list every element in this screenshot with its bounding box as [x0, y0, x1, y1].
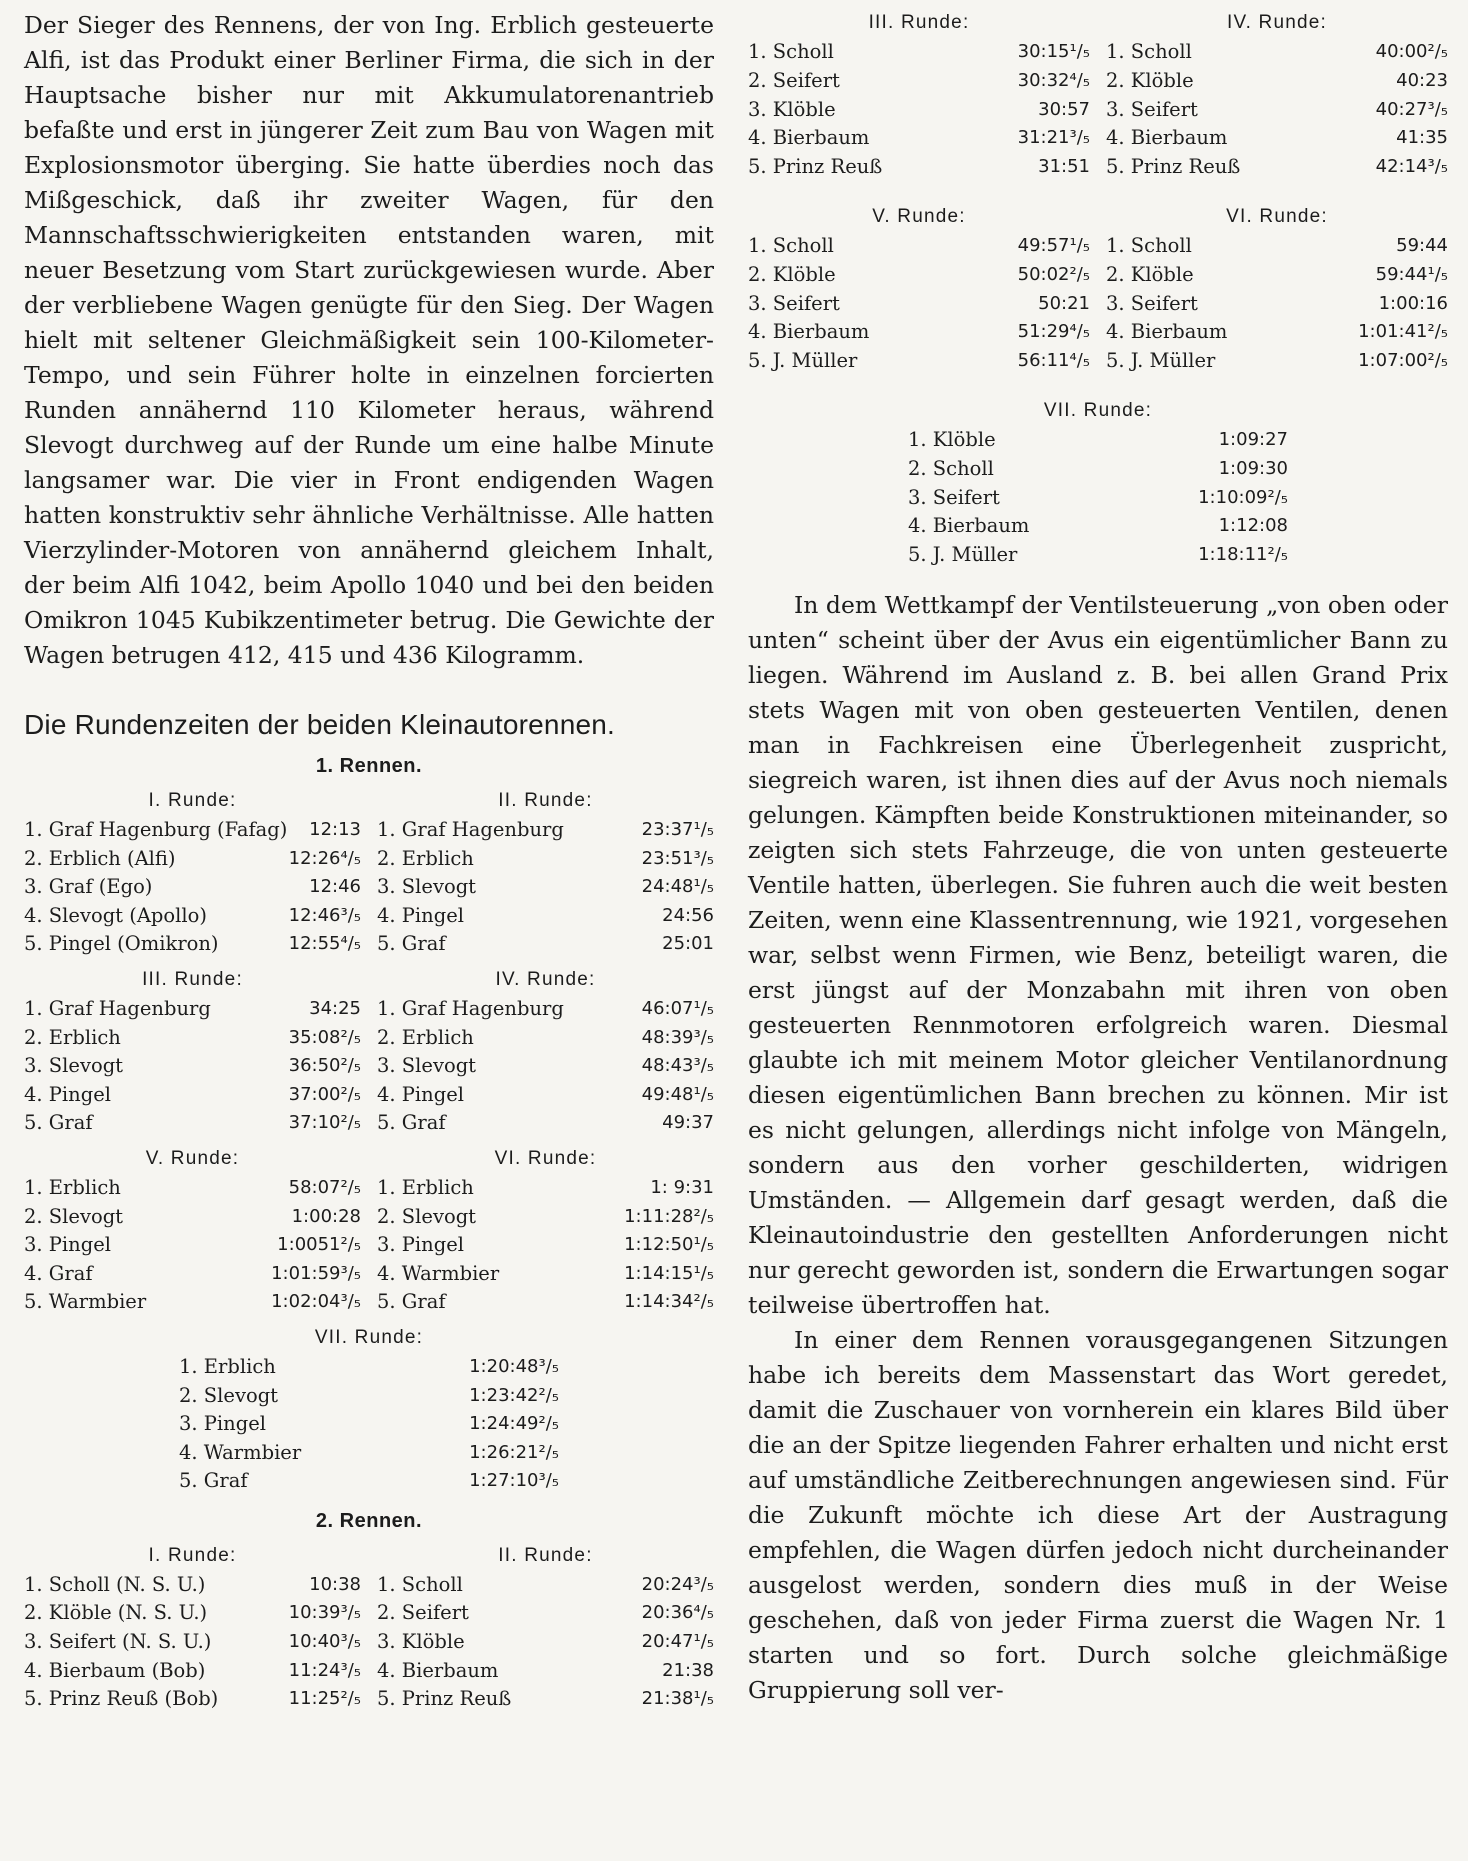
round-result-row	[377, 1685, 714, 1714]
driver-name: 4. Slevogt (Apollo)	[24, 903, 207, 927]
driver-name: 5. J. Müller	[908, 543, 1018, 567]
round-result-row	[377, 1109, 714, 1138]
round-result-row	[1106, 153, 1448, 182]
lap-time: 1:27:10³/₅	[469, 1470, 559, 1492]
lap-time: 1:00:16	[1378, 292, 1448, 314]
lap-time: 37:00²/₅	[288, 1083, 361, 1105]
round-result-row	[377, 1052, 714, 1081]
round-table	[24, 1144, 361, 1317]
driver-name: 4. Bierbaum	[377, 1658, 499, 1682]
lap-time: 1:09:30	[1218, 457, 1288, 479]
round-result-row	[1106, 347, 1448, 376]
intro-paragraph: Der Sieger des Rennens, der von Ing. Erblich gesteuerte Alfi, ist das Produkt einer Berliner Firma, die sich in der Hauptsache bisher nur mit Akkumulatorenantrieb befaßte und erst in jüngerer Zeit zum Bau von Wagen mit Explosionsmotor überging. Sie hatte überdies noch das Mißgeschick, daß ihr zweiter Wagen, für den Mannschaftsschwierigkeiten entstanden waren, mit neuer Besetzung vom Start zurückgewiesen wurde. Aber der verbliebene Wagen genügte für den Sieg. Der Wagen hielt mit seltener Gleichmäßigkeit sein 100-Kilometer-Tempo, und sein Führer holte in einzelnen forcierten Runden annähernd 110 Kilometer heraus, während Slevogt durchweg auf der Runde um eine halbe Minute langsamer war. Die vier in Front endigenden Wagen hatten konstruktiv sehr ähnliche Verhältnisse. Alle hatten Vierzylinder-Motoren von annähernd gleichem Inhalt, der beim Alfi 1042, beim Apollo 1040 und bei den beiden Omikron 1045 Kubikzentimeter betrug. Die Gewichte der Wagen betrugen 412, 415 und 436 Kilogramm.	[24, 11, 714, 669]
round-result-row	[748, 347, 1090, 376]
lap-time: 10:39³/₅	[288, 1602, 361, 1624]
round-result-row	[24, 1657, 361, 1686]
round-result-row	[377, 1174, 714, 1203]
lap-time: 30:15¹/₅	[1017, 41, 1090, 62]
race-1-title: 1. Rennen.	[315, 755, 423, 777]
round-result-row	[1106, 67, 1448, 96]
round-title: VII. Runde:	[1043, 399, 1153, 421]
round-result-row	[908, 541, 1288, 570]
section-title: Die Rundenzeiten der beiden Kleinautorennen.	[24, 709, 616, 740]
round-table	[24, 965, 361, 1138]
round-result-row	[377, 930, 714, 959]
driver-name: 5. J. Müller	[1106, 349, 1216, 373]
lap-time: 58:07²/₅	[288, 1176, 361, 1198]
lap-time: 12:13	[309, 819, 361, 840]
round-result-row	[24, 1685, 361, 1714]
round-result-row	[748, 96, 1090, 125]
driver-name: 5. Prinz Reuß (Bob)	[24, 1687, 219, 1711]
lap-time: 41:35	[1396, 127, 1448, 149]
round-result-row	[24, 1203, 361, 1232]
driver-name: 1. Scholl	[748, 40, 834, 63]
driver-name: 2. Erblich	[377, 846, 474, 870]
lap-time: 12:46	[309, 876, 361, 898]
driver-name: 1. Graf Hagenburg (Fafag)	[24, 818, 288, 841]
lap-time: 21:38	[662, 1659, 714, 1681]
lap-time: 49:48¹/₅	[641, 1083, 714, 1105]
round-title: III. Runde:	[868, 12, 970, 33]
round-table	[748, 8, 1090, 182]
driver-name: 1. Scholl	[748, 233, 834, 257]
driver-name: 3. Slevogt	[377, 875, 477, 899]
driver-name: 3. Pingel	[24, 1233, 111, 1257]
driver-name: 4. Bierbaum	[1106, 320, 1228, 344]
round-result-row	[377, 845, 714, 874]
round-result-row	[377, 995, 714, 1024]
spacer	[748, 570, 1448, 588]
lap-time: 12:46³/₅	[288, 904, 361, 926]
round-result-row	[24, 1052, 361, 1081]
round-result-row	[24, 1024, 361, 1053]
driver-name: 2. Klöble	[1106, 68, 1194, 92]
driver-name: 4. Pingel	[377, 1082, 464, 1106]
driver-name: 4. Pingel	[24, 1082, 111, 1106]
round-result-row	[24, 1599, 361, 1628]
round-table	[179, 1323, 559, 1496]
driver-name: 2. Seifert	[377, 1601, 469, 1625]
round-result-row	[1106, 38, 1448, 67]
lap-time: 36:50²/₅	[288, 1055, 361, 1077]
lap-time: 50:02²/₅	[1017, 263, 1090, 285]
lap-time: 23:51³/₅	[641, 847, 714, 869]
driver-name: 3. Seifert	[748, 291, 840, 315]
lap-time: 11:24³/₅	[288, 1659, 361, 1681]
round-result-row	[377, 1657, 714, 1686]
lap-time: 31:21³/₅	[1017, 127, 1090, 149]
driver-name: 4. Bierbaum	[748, 320, 870, 344]
lap-time: 46:07¹/₅	[641, 997, 714, 1019]
paragraph-massenstart: In einer dem Rennen vorausgegangenen Sitzungen habe ich bereits dem Massenstart das Wort geredet, damit die Zuschauer von vornherein ein klares Bild über die an der Spitze liegenden Fahrer erhalten und nicht erst auf umständliche Zeitberechnungen angewiesen sind. Für die Zukunft möchte ich diese Art der Austragung empfehlen, die Wagen dürfen jedoch nicht durcheinander ausgelost werden, sondern dies muß in der Weise geschehen, daß von jeder Firma zuerst die Wagen Nr. 1 starten und so fort. Durch solche gleichmäßige Gruppierung soll ver-	[748, 1325, 1448, 1704]
lap-time: 25:01	[662, 933, 714, 955]
lap-time: 37:10²/₅	[288, 1112, 361, 1134]
lap-time: 1:14:15¹/₅	[624, 1262, 714, 1284]
driver-name: 5. Graf	[179, 1469, 248, 1493]
driver-name: 2. Klöble (N. S. U.)	[24, 1601, 208, 1625]
lap-time: 30:32⁴/₅	[1017, 69, 1090, 91]
driver-name: 2. Erblich	[24, 1025, 121, 1049]
round-result-row	[748, 124, 1090, 153]
lap-time: 40:00²/₅	[1375, 41, 1448, 62]
lap-time: 21:38¹/₅	[641, 1688, 714, 1710]
round-table	[377, 1144, 714, 1317]
lap-time: 50:21	[1038, 292, 1090, 314]
driver-name: 5. Graf	[24, 1111, 93, 1135]
round-result-row	[377, 1024, 714, 1053]
lap-time: 1:00:28	[291, 1205, 361, 1227]
driver-name: 5. Prinz Reuß	[1106, 155, 1241, 179]
driver-name: 1. Scholl	[377, 1572, 463, 1596]
lap-time: 12:26⁴/₅	[288, 847, 361, 869]
round-result-row	[908, 455, 1288, 484]
driver-name: 3. Pingel	[179, 1412, 266, 1436]
driver-name: 2. Slevogt	[24, 1204, 124, 1228]
driver-name: 2. Klöble	[1106, 262, 1194, 286]
driver-name: 1. Graf Hagenburg	[24, 996, 211, 1020]
lap-time: 34:25	[309, 997, 361, 1019]
driver-name: 1. Graf Hagenburg	[377, 996, 564, 1020]
driver-name: 2. Klöble	[748, 262, 836, 286]
round-result-row	[377, 1260, 714, 1289]
lap-time: 1:26:21²/₅	[469, 1441, 559, 1463]
round-result-row	[748, 318, 1090, 347]
driver-name: 4. Pingel	[377, 903, 464, 927]
round-result-row	[1106, 290, 1448, 319]
round-result-row	[1106, 124, 1448, 153]
lap-time: 1:01:59³/₅	[271, 1262, 361, 1284]
round-title: II. Runde:	[498, 790, 593, 811]
round-title: I. Runde:	[148, 790, 237, 811]
round-result-row	[179, 1382, 559, 1411]
round-result-row	[24, 845, 361, 874]
lap-time: 1:10:09²/₅	[1198, 486, 1288, 508]
round-result-row	[377, 902, 714, 931]
lap-time: 35:08²/₅	[288, 1026, 361, 1048]
lap-time: 49:37	[662, 1112, 714, 1134]
lap-time: 1:09:27	[1218, 428, 1288, 450]
lap-time: 1:12:50¹/₅	[624, 1234, 714, 1256]
lap-time: 59:44	[1396, 234, 1448, 256]
round-result-row	[179, 1467, 559, 1496]
driver-name: 4. Graf	[24, 1261, 93, 1285]
round-table	[1106, 8, 1448, 182]
right-column	[748, 8, 1448, 1708]
driver-name: 2. Erblich	[377, 1025, 474, 1049]
round-result-row	[377, 1599, 714, 1628]
lap-time: 31:51	[1038, 156, 1090, 178]
lap-time: 1:01:41²/₅	[1358, 321, 1448, 343]
round-result-row	[748, 67, 1090, 96]
round-result-row	[24, 902, 361, 931]
driver-name: 3. Seifert (N. S. U.)	[24, 1630, 212, 1654]
lap-time: 48:39³/₅	[641, 1026, 714, 1048]
round-table	[24, 1541, 361, 1714]
round-result-row	[377, 1628, 714, 1657]
driver-name: 3. Seifert	[1106, 97, 1198, 121]
round-table	[748, 202, 1090, 376]
lap-time: 40:23	[1396, 69, 1448, 91]
lap-time: 1:02:04³/₅	[271, 1291, 361, 1313]
round-table	[1106, 202, 1448, 376]
lap-time: 1:23:42²/₅	[469, 1384, 559, 1406]
round-result-row	[377, 816, 714, 845]
round-result-row	[24, 1109, 361, 1138]
driver-name: 2. Slevogt	[179, 1383, 279, 1407]
round-result-row	[1106, 318, 1448, 347]
driver-name: 4. Bierbaum	[748, 126, 870, 150]
lap-time: 20:47¹/₅	[641, 1631, 714, 1653]
round-result-row	[24, 873, 361, 902]
driver-name: 5. Graf	[377, 1111, 446, 1135]
round-result-row	[377, 1081, 714, 1110]
lap-time: 1: 9:31	[650, 1176, 714, 1198]
round-title: III. Runde:	[142, 968, 243, 990]
lap-time: 1:20:48³/₅	[469, 1355, 559, 1377]
round-result-row	[377, 1231, 714, 1260]
lap-time: 56:11⁴/₅	[1017, 350, 1090, 372]
lap-time: 40:27³/₅	[1375, 98, 1448, 120]
round-table	[377, 1541, 714, 1714]
round-result-row	[179, 1439, 559, 1468]
driver-name: 4. Warmbier	[377, 1261, 500, 1285]
driver-name: 5. Pingel (Omikron)	[24, 932, 219, 956]
lap-time: 1:24:49²/₅	[469, 1413, 559, 1435]
driver-name: 2. Seifert	[748, 68, 840, 92]
driver-name: 1. Scholl	[1106, 40, 1192, 63]
lap-time: 49:57¹/₅	[1017, 234, 1090, 256]
driver-name: 4. Bierbaum	[908, 514, 1030, 538]
lap-time: 59:44¹/₅	[1375, 263, 1448, 285]
lap-time: 48:43³/₅	[641, 1055, 714, 1077]
driver-name: 4. Bierbaum (Bob)	[24, 1658, 206, 1682]
round-result-row	[24, 995, 361, 1024]
round-result-row	[377, 1571, 714, 1600]
round-table	[24, 786, 361, 959]
round-result-row	[179, 1353, 559, 1382]
race-2-rounds-left	[24, 1541, 714, 1714]
round-title: VI. Runde:	[1226, 205, 1328, 227]
lap-time: 10:40³/₅	[288, 1631, 361, 1653]
round-title: II. Runde:	[498, 1544, 593, 1566]
driver-name: 1. Erblich	[179, 1354, 276, 1378]
lap-time: 23:37¹/₅	[641, 819, 714, 840]
round-result-row	[908, 512, 1288, 541]
round-table	[377, 786, 714, 959]
driver-name: 1. Erblich	[377, 1175, 474, 1199]
round-result-row	[24, 1288, 361, 1317]
driver-name: 5. Warmbier	[24, 1290, 147, 1314]
lap-time: 1:11:28²/₅	[624, 1205, 714, 1227]
driver-name: 5. Graf	[377, 1290, 446, 1314]
driver-name: 1. Klöble	[908, 427, 996, 451]
round-table	[377, 965, 714, 1138]
driver-name: 1. Graf Hagenburg	[377, 818, 564, 841]
driver-name: 1. Scholl	[1106, 233, 1192, 257]
lap-time: 30:57	[1038, 98, 1090, 120]
round-result-row	[24, 930, 361, 959]
driver-name: 4. Warmbier	[179, 1440, 302, 1464]
driver-name: 5. Prinz Reuß	[748, 155, 883, 179]
driver-name: 2. Slevogt	[377, 1204, 477, 1228]
lap-time: 10:38	[309, 1573, 361, 1595]
driver-name: 5. Prinz Reuß	[377, 1687, 512, 1711]
driver-name: 5. J. Müller	[748, 349, 858, 373]
round-title: V. Runde:	[145, 1147, 240, 1169]
round-result-row	[24, 1081, 361, 1110]
left-column	[24, 8, 714, 1714]
driver-name: 3. Graf (Ego)	[24, 875, 153, 899]
round-result-row	[24, 1260, 361, 1289]
round-title: VI. Runde:	[494, 1147, 597, 1169]
round-title: I. Runde:	[148, 1544, 237, 1566]
driver-name: 2. Scholl	[908, 456, 994, 480]
race-2-title: 2. Rennen.	[315, 1509, 423, 1532]
lap-time: 24:48¹/₅	[641, 876, 714, 898]
round-title: IV. Runde:	[495, 968, 596, 990]
driver-name: 3. Pingel	[377, 1233, 464, 1257]
lap-time: 42:14³/₅	[1375, 156, 1448, 178]
lap-time: 1:14:34²/₅	[624, 1291, 714, 1313]
driver-name: 3. Klöble	[377, 1630, 465, 1654]
round-result-row	[377, 1203, 714, 1232]
race-2-rounds-right	[748, 8, 1448, 570]
round-result-row	[179, 1410, 559, 1439]
race-1-rounds	[24, 786, 714, 1496]
round-table	[908, 396, 1288, 570]
driver-name: 3. Slevogt	[377, 1054, 477, 1078]
round-result-row	[377, 1288, 714, 1317]
lap-time: 20:36⁴/₅	[641, 1602, 714, 1624]
round-result-row	[24, 1174, 361, 1203]
lap-time: 51:29⁴/₅	[1017, 321, 1090, 343]
round-result-row	[908, 426, 1288, 455]
lap-time: 1:0051²/₅	[277, 1234, 361, 1256]
lap-time: 12:55⁴/₅	[288, 933, 361, 955]
round-title: V. Runde:	[872, 205, 966, 227]
round-result-row	[908, 484, 1288, 513]
driver-name: 3. Seifert	[1106, 291, 1198, 315]
round-result-row	[24, 1231, 361, 1260]
lap-time: 1:18:11²/₅	[1198, 544, 1288, 566]
lap-time: 11:25²/₅	[288, 1688, 361, 1710]
lap-time: 1:12:08	[1218, 515, 1288, 537]
round-title: VII. Runde:	[314, 1326, 424, 1348]
driver-name: 3. Klöble	[748, 97, 836, 121]
round-result-row	[24, 1628, 361, 1657]
round-title: IV. Runde:	[1226, 12, 1328, 33]
driver-name: 1. Erblich	[24, 1175, 121, 1199]
round-result-row	[1106, 232, 1448, 261]
round-result-row	[748, 290, 1090, 319]
driver-name: 4. Bierbaum	[1106, 126, 1228, 150]
lap-time: 24:56	[662, 904, 714, 926]
round-result-row	[1106, 96, 1448, 125]
round-result-row	[748, 38, 1090, 67]
round-result-row	[1106, 261, 1448, 290]
round-result-row	[377, 873, 714, 902]
driver-name: 3. Seifert	[908, 485, 1000, 509]
driver-name: 5. Graf	[377, 932, 446, 956]
round-result-row	[748, 232, 1090, 261]
driver-name: 3. Slevogt	[24, 1054, 124, 1078]
round-result-row	[748, 261, 1090, 290]
driver-name: 1. Scholl (N. S. U.)	[24, 1572, 206, 1596]
round-result-row	[24, 816, 361, 845]
driver-name: 2. Erblich (Alfi)	[24, 846, 176, 870]
round-result-row	[748, 153, 1090, 182]
round-result-row	[24, 1571, 361, 1600]
lap-time: 1:07:00²/₅	[1358, 350, 1448, 372]
lap-time: 20:24³/₅	[641, 1573, 714, 1595]
paragraph-ventilsteuerung: In dem Wettkampf der Ventilsteuerung „von oben oder unten“ scheint über der Avus ein eigentümlicher Bann zu liegen. Während im Ausland z. B. bei allen Grand Prix stets Wagen mit von oben gesteuerten Ventilen, denen man in Fachkreisen eine Überlegenheit zuspricht, siegreich waren, ist ihnen dies auf der Avus noch niemals gelungen. Kämpften beide Konstruktionen miteinander, so zeigten sich stets Fahrzeuge, die von unten gesteuerte Ventile hatten, überlegen. Sie fuhren auch die weit besten Zeiten, wenn eine Klassentrennung, wie 1921, vorgesehen war, selbst wenn Firmen, wie Benz, beteiligt waren, die erst jüngst auf der Monzabahn mit ihren von oben gesteuerten Rennmotoren erfolgreich waren. Diesmal glaubte ich mit meinem Motor gleicher Ventilanordnung diesen eigentümlichen Bann brechen zu können. Mir ist es nicht gelungen, allerdings nicht infolge von Mängeln, sondern aus den vorher geschilderten, widrigen Umständen. — Allgemein darf gesagt werden, daß die Kleinautoindustrie den gestellten Anforderungen nicht nur gerecht geworden ist, sondern die Erwartungen sogar teilweise übertroffen hat.	[748, 590, 1448, 1319]
